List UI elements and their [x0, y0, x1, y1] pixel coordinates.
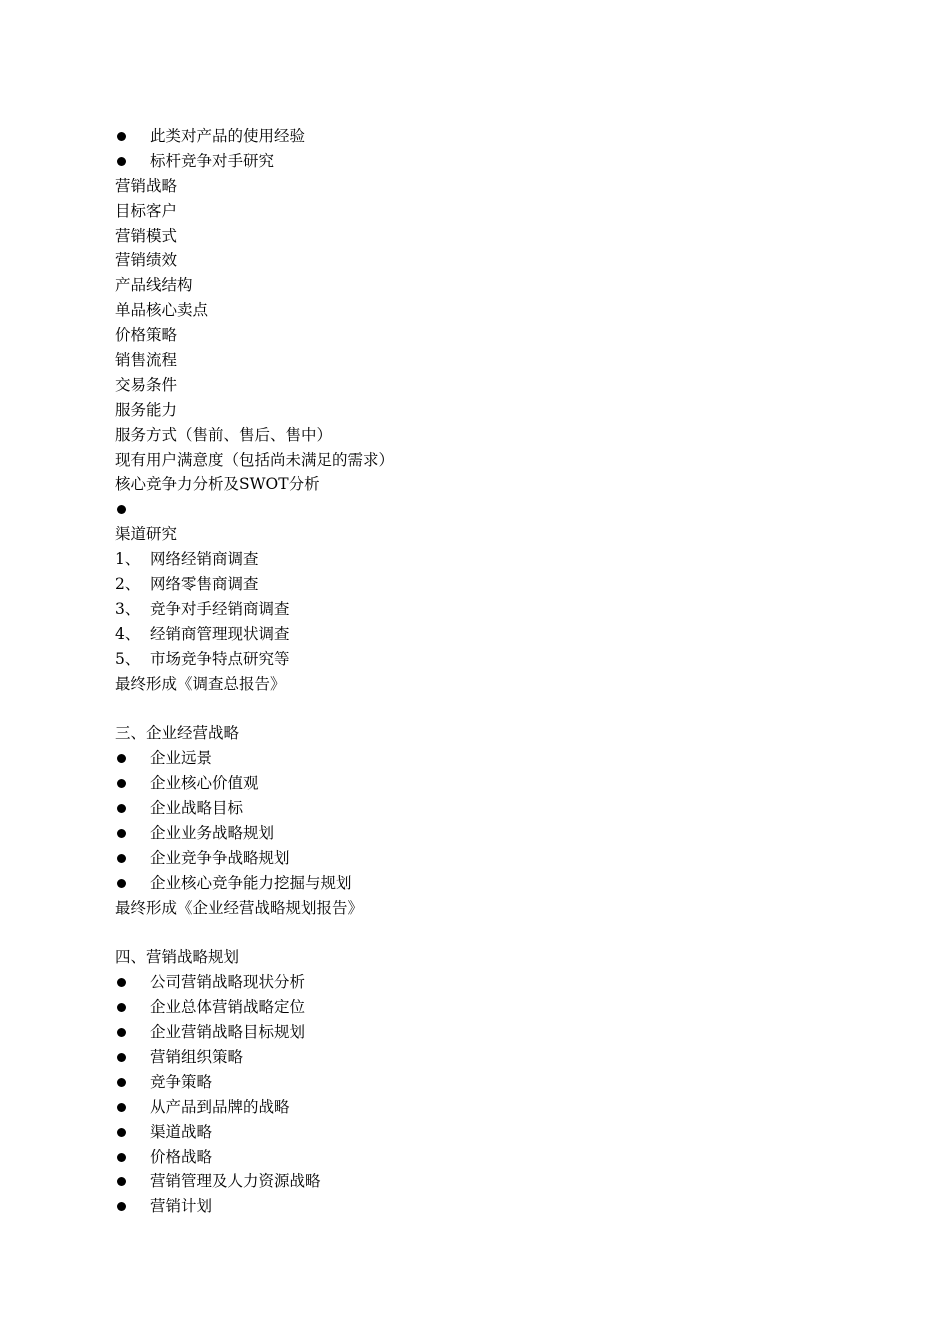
item-number: 3、	[115, 599, 141, 618]
item-text: 竞争对手经销商调查	[150, 599, 290, 618]
result-line: 最终形成《调查总报告》	[115, 674, 286, 693]
blank-line	[115, 696, 875, 721]
numbered-item	[115, 597, 875, 622]
bullet-item: 从产品到品牌的战略	[115, 1095, 875, 1120]
bullet-item: 营销管理及人力资源战略	[115, 1169, 875, 1194]
item-text: 经销商管理现状调查	[150, 624, 290, 643]
item-text: 网络经销商调查	[150, 550, 259, 569]
bullet-item: 此类对产品的使用经验	[115, 124, 875, 149]
text-line: 服务能力	[115, 400, 178, 419]
bullet-item: 企业远景	[115, 746, 875, 771]
section-title: 渠道研究	[115, 525, 178, 544]
item-number: 5、	[115, 649, 141, 668]
bullet-item: 企业核心价值观	[115, 771, 875, 796]
bullet-item: 企业总体营销战略定位	[115, 995, 875, 1020]
blank-line	[115, 921, 875, 946]
item-number: 4、	[115, 624, 141, 643]
result-line: 最终形成《企业经营战略规划报告》	[115, 898, 364, 917]
numbered-item	[115, 647, 875, 672]
bullet-item: 竞争策略	[115, 1070, 875, 1095]
bullet-item: 价格战略	[115, 1145, 875, 1170]
item-text: 网络零售商调查	[150, 575, 259, 594]
text-line: 单品核心卖点	[115, 301, 209, 320]
text-line: 营销模式	[115, 226, 178, 245]
text-line: 交易条件	[115, 375, 178, 394]
text-line: 目标客户	[115, 201, 178, 220]
item-number: 2、	[115, 575, 141, 594]
text-line: 核心竞争力分析及SWOT分析	[115, 475, 320, 494]
numbered-item	[115, 547, 875, 572]
section-heading: 三、企业经营战略	[115, 724, 240, 743]
bullet-item: 公司营销战略现状分析	[115, 970, 875, 995]
bullet-item: 企业竞争争战略规划	[115, 846, 875, 871]
text-line: 产品线结构	[115, 276, 193, 295]
item-text: 市场竞争特点研究等	[150, 649, 290, 668]
bullet-item: 营销计划	[115, 1194, 875, 1219]
document-body	[115, 124, 875, 1219]
bullet-item: 企业战略目标	[115, 796, 875, 821]
numbered-item	[115, 572, 875, 597]
item-number: 1、	[115, 550, 141, 569]
section-heading: 四、营销战略规划	[115, 948, 240, 967]
text-line: 价格策略	[115, 326, 178, 345]
bullet-item: 企业营销战略目标规划	[115, 1020, 875, 1045]
text-line: 现有用户满意度（包括尚未满足的需求）	[115, 450, 395, 469]
bullet-item: 营销组织策略	[115, 1045, 875, 1070]
empty-bullet-item	[115, 497, 875, 522]
text-line: 营销战略	[115, 176, 178, 195]
bullet-item: 标杆竞争对手研究	[115, 149, 875, 174]
text-line: 销售流程	[115, 351, 178, 370]
bullet-item: 渠道战略	[115, 1120, 875, 1145]
numbered-item	[115, 622, 875, 647]
text-line: 服务方式（售前、售后、售中）	[115, 425, 333, 444]
text-line: 营销绩效	[115, 251, 178, 270]
bullet-item: 企业业务战略规划	[115, 821, 875, 846]
bullet-item: 企业核心竞争能力挖掘与规划	[115, 871, 875, 896]
